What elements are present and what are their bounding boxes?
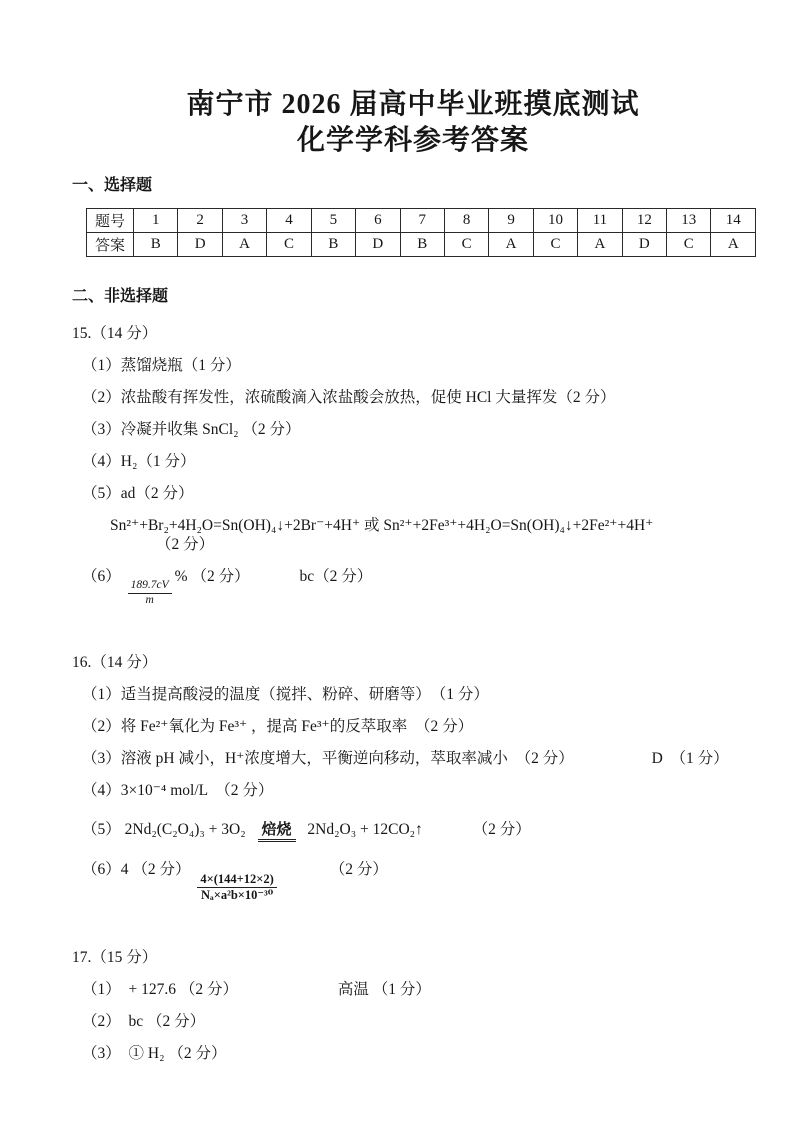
question-number-cell: 3 [222, 209, 266, 233]
question-number-cell: 4 [267, 209, 311, 233]
percent-sign: % [174, 568, 188, 585]
q16-item-4: （4）3×10⁻⁴ mol/L （2 分） [82, 782, 274, 799]
answer-cell: B [134, 233, 178, 257]
reaction-condition: 焙烧 [258, 822, 296, 842]
question-17-block [72, 945, 754, 1063]
q15-item-4: （4）H₂（1 分） [82, 453, 196, 470]
q15-item-3: （3）冷凝并收集 SnCl₂ （2 分） [82, 421, 301, 438]
item-score: （2 分） [191, 568, 250, 585]
ionic-equation: Sn²⁺+Br₂+4H₂O=Sn(OH)₄↓+2Br⁻+4H⁺ 或 Sn²⁺+2Fe³⁺+4H₂O=Sn(OH)₄↓+2Fe²⁺+4H⁺ [110, 517, 654, 534]
fraction-denominator: m [145, 593, 154, 606]
q16-item-2: （2）将 Fe²⁺氧化为 Fe³⁺ ，提高 Fe³⁺的反萃取率 （2 分） [82, 718, 474, 735]
item-score: （2 分） [329, 861, 388, 878]
density-formula [197, 873, 276, 901]
question-number-cell: 9 [489, 209, 533, 233]
q16-item-3-main: （3）溶液 pH 减小，H⁺浓度增大，平衡逆向移动，萃取率减小 （2 分） [82, 750, 574, 767]
q15-item-1: （1）蒸馏烧瓶（1 分） [82, 357, 241, 374]
section-heading-non-choice: 二、非选择题 [72, 288, 169, 305]
question-number-cell: 13 [667, 209, 711, 233]
q15-item-5-equation-line [110, 516, 754, 554]
chemical-equation-left: 2Nd₂(C₂O₄)₃ + 3O₂ [124, 821, 246, 838]
fraction-denominator: Nₐ×a²b×10⁻³⁰ [201, 887, 274, 902]
item-label: （6）4 （2 分） [82, 861, 191, 878]
question-number-cell: 2 [178, 209, 222, 233]
q17-item-1 [82, 980, 754, 999]
question-number-cell: 10 [533, 209, 577, 233]
question-15-block [72, 321, 754, 606]
answer-cell: D [622, 233, 666, 257]
q15-item-2: （2）浓盐酸有挥发性，浓硫酸滴入浓盐酸会放热，促使 HCl 大量挥发（2 分） [82, 389, 616, 406]
q15-item-6 [82, 567, 754, 606]
q17-item-3: （3） ① H₂ （2 分） [82, 1045, 227, 1062]
question-16-block [72, 650, 754, 901]
answer-table-answer-label: 答案 [87, 233, 134, 257]
answer-cell: A [489, 233, 533, 257]
question-number-cell: 11 [578, 209, 622, 233]
item-label: （6） [82, 568, 121, 585]
answer-cell: A [578, 233, 622, 257]
item-score: （2 分） [472, 821, 531, 838]
q15-item-6-extra-answer: bc（2 分） [299, 568, 373, 585]
question-15-heading: 15.（14 分） [72, 325, 158, 342]
q16-item-3-extra-answer: D （1 分） [651, 750, 729, 767]
answer-cell: C [444, 233, 488, 257]
q17-item-1-extra-answer: 高温 （1 分） [337, 981, 431, 998]
answer-cell: D [356, 233, 400, 257]
answer-table-answer-row [87, 233, 756, 257]
q17-item-2: （2） bc （2 分） [82, 1013, 206, 1030]
item-label: （5） [82, 821, 121, 838]
q15-item-5: （5）ad（2 分） [82, 485, 194, 502]
q16-item-3 [82, 749, 754, 768]
section-heading-choice: 一、选择题 [72, 177, 153, 194]
mass-fraction-formula [128, 580, 172, 606]
answer-cell: C [667, 233, 711, 257]
q17-item-1-main: （1） + 127.6 （2 分） [82, 981, 238, 998]
question-number-cell: 7 [400, 209, 444, 233]
question-16-heading: 16.（14 分） [72, 654, 158, 671]
doc-title-line2: 化学学科参考答案 [296, 125, 529, 156]
question-number-cell: 5 [311, 209, 355, 233]
question-number-cell: 12 [622, 209, 666, 233]
answer-cell: A [711, 233, 756, 257]
doc-title-line1: 南宁市 2026 届高中毕业班摸底测试 [186, 89, 640, 120]
fraction-numerator: 4×(144+12×2) [197, 873, 276, 888]
equation-score: （2 分） [156, 536, 215, 553]
question-number-cell: 1 [134, 209, 178, 233]
answer-cell: D [178, 233, 222, 257]
question-number-cell: 14 [711, 209, 756, 233]
question-number-cell: 6 [356, 209, 400, 233]
question-number-cell: 8 [444, 209, 488, 233]
answer-table-number-row [87, 209, 756, 233]
answer-cell: A [222, 233, 266, 257]
answer-cell: B [400, 233, 444, 257]
answer-table-number-label: 题号 [87, 209, 134, 233]
answer-table [86, 208, 756, 257]
answer-cell: C [267, 233, 311, 257]
question-17-heading: 17.（15 分） [72, 949, 158, 966]
answer-cell: C [533, 233, 577, 257]
chemical-equation-right: 2Nd₂O₃ + 12CO₂↑ [307, 821, 423, 838]
answer-cell: B [311, 233, 355, 257]
q16-item-5 [82, 820, 754, 840]
q16-item-6 [82, 860, 754, 901]
fraction-numerator: 189.7cV [128, 580, 172, 594]
q16-item-1: （1）适当提高酸浸的温度（搅拌、粉碎、研磨等） （1 分） [82, 686, 489, 703]
